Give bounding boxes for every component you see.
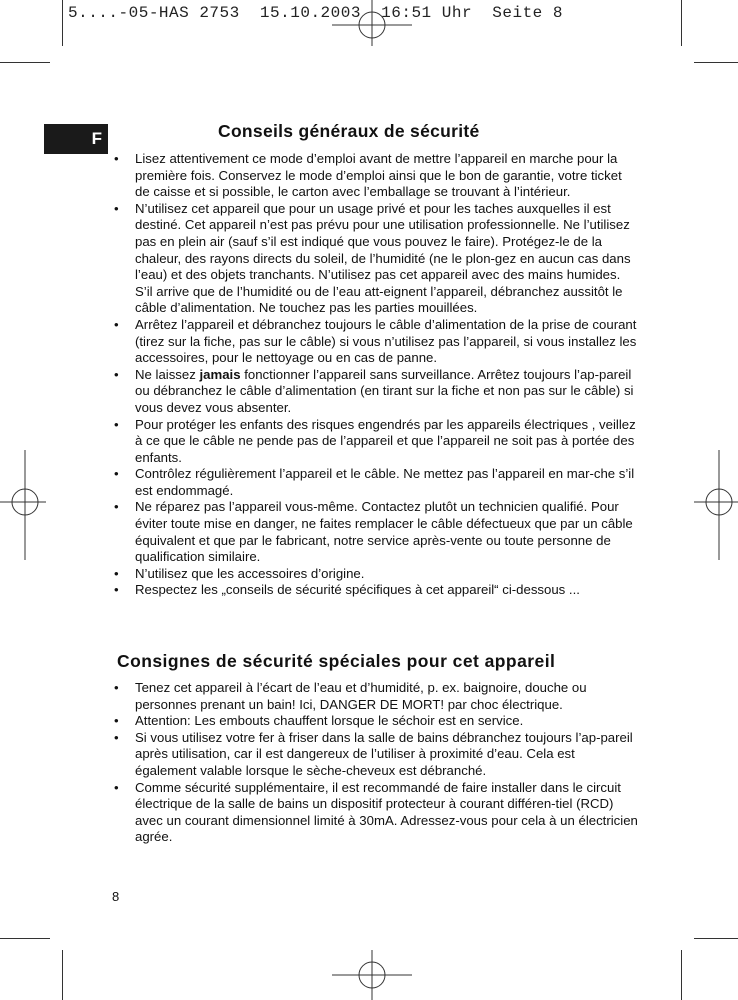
crop-mark <box>694 62 738 63</box>
list-item: • Si vous utilisez votre fer à friser dans la salle de bains débranchez toujours l’ap-pareil après utilisation, car il est dangereux de l’utiliser à proximité d’eau. Cela est également valable lorsque le sèche-cheveux est débranché. <box>114 730 640 780</box>
language-tab: F <box>44 124 108 154</box>
section-title-special-safety: Consignes de sécurité spéciales pour cet appareil <box>117 651 556 671</box>
registration-mark-right <box>688 450 738 560</box>
page-number: 8 <box>112 889 120 904</box>
list-item: • Tenez cet appareil à l’écart de l’eau et d’humidité, p. ex. baignoire, douche ou personnes prenant un bain! Ici, DANGER DE MORT! par choc électrique. <box>114 680 640 713</box>
registration-mark-top <box>320 0 420 50</box>
list-item-text: Ne laissez <box>135 366 200 382</box>
general-safety-list <box>114 151 640 599</box>
emphasis-text: jamais <box>199 366 241 382</box>
list-item: • Ne réparez pas l’appareil vous-même. Contactez plutôt un technicien qualifié. Pour éviter toute mise en danger, ne faites remplacer le câble défectueux que par un câble équivalent et que par le fabricant, notre service après-vente ou toute personne de qualification similaire. <box>114 499 640 565</box>
list-item: • Comme sécurité supplémentaire, il est recommandé de faire installer dans le circuit électrique de la salle de bains un dispositif protecteur à courant différen-tiel (RCD) avec un courant dimensionnel limité à 30mA. Adressez-vous pour cela à un électricien agrée. <box>114 780 640 846</box>
crop-mark <box>62 950 63 1000</box>
crop-mark <box>681 950 682 1000</box>
crop-mark <box>62 0 63 46</box>
crop-mark <box>694 938 738 939</box>
list-item: • Arrêtez l’appareil et débranchez toujours le câble d’alimentation de la prise de courant (tirez sur la fiche, pas sur le câble) si vous n’utilisez pas l’appareil, si vous installez les accessoires, pour le nettoyage ou en cas de panne. <box>114 317 640 367</box>
list-item: • Respectez les „conseils de sécurité spécifiques à cet appareil“ ci-dessous ... <box>114 582 640 599</box>
list-item: • N’utilisez que les accessoires d’origine. <box>114 566 640 583</box>
crop-mark <box>0 62 50 63</box>
list-item: • Lisez attentivement ce mode d’emploi avant de mettre l’appareil en marche pour la première fois. Conservez le mode d’emploi ainsi que le bon de garantie, votre ticket de caisse et si possible, le carton avec l’emballage se trouvant à l’intérieur. <box>114 151 640 201</box>
list-item: • Contrôlez régulièrement l’appareil et le câble. Ne mettez pas l’appareil en mar-che s’il est endommagé. <box>114 466 640 499</box>
section-title-general-safety: Conseils généraux de sécurité <box>218 121 480 141</box>
registration-mark-left <box>0 450 50 560</box>
list-item-text: fonctionner l’appareil sans surveillance. Arrêtez toujours l’ap-pareil ou débranchez le câble d’alimentation (en tirant sur la fiche et non pas sur le câble) si vous devez vous absenter. <box>135 366 634 415</box>
list-item: • N’utilisez cet appareil que pour un usage privé et pour les taches auxquelles il est destiné. Cet appareil n’est pas prévu pour une utilisation professionnelle. Ne l’utilisez pas en plein air (sauf s’il est indiqué que vous pouvez le faire). Protégez-le de la chaleur, des rayons directs du soleil, de l’humidité (ne le plon-gez en aucun cas dans l’eau) et des objets tranchants. N’utilisez pas cet appareil avec des mains humides. S’il arrive que de l’humidité ou de l’eau att-eignent l’appareil, débranchez aussitôt le câble d’alimentation. Ne touchez pas les parties mouillées. <box>114 201 640 317</box>
list-item <box>114 367 640 417</box>
special-safety-list <box>114 680 640 846</box>
print-slug: 5....-05-HAS 2753 15.10.2003 16:51 Uhr Seite 8 <box>68 4 563 22</box>
crop-mark <box>0 938 50 939</box>
list-item: • Attention: Les embouts chauffent lorsque le séchoir est en service. <box>114 713 640 730</box>
registration-mark-bottom <box>320 950 420 1000</box>
list-item: • Pour protéger les enfants des risques engendrés par les appareils électriques , veillez à ce que le câble ne pende pas de l’appareil et que l’appareil ne soit pas à portée des enfants. <box>114 417 640 467</box>
crop-mark <box>681 0 682 46</box>
